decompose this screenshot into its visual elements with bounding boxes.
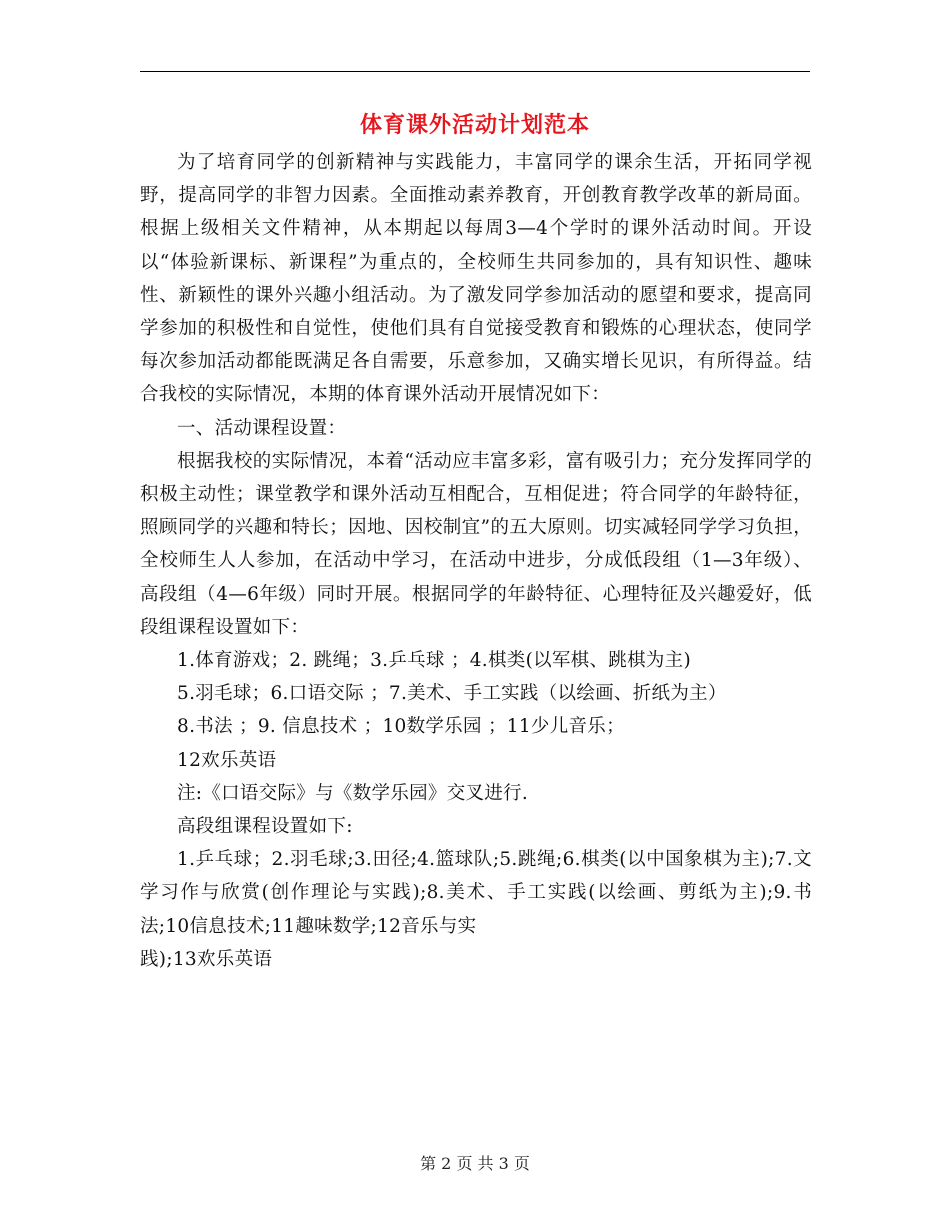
note-line: 注:《口语交际》与《数学乐园》交叉进行. (177, 782, 529, 804)
header-rule (140, 71, 810, 72)
list-item: 5.羽毛球；6.口语交际 ；7.美术、手工实践（以绘画、折纸为主） (177, 683, 727, 705)
page-footer: 第 2 页 共 3 页 (420, 1154, 530, 1173)
intro-paragraph: 为了培育同学的创新精神与实践能力，丰富同学的课余生活，开拓同学视野，提高同学的非智力因素。全面推动素养教育，开创教育教学改革的新局面。根据上级相关文件精神，从本期起以每周3—4个学时的课外活动时间。开设以“体验新课标、新课程”为重点的，全校师生共同参加的，具有知识性、趣味性、新颖性的课外兴趣小组活动。为了激发同学参加活动的愿望和要求，提高同学参加的积极性和自觉性，使他们具有自觉接受教育和锻炼的心理状态，使同学每次参加活动都能既满足各自需要，乐意参加，又确实增长见识，有所得益。结合我校的实际情况，本期的体育课外活动开展情况如下： (140, 152, 812, 406)
document-title: 体育课外活动计划范本 (359, 112, 590, 138)
list-item: 12欢乐英语 (177, 749, 277, 771)
list-item: 1.乒乓球；2.羽毛球;3.田径;4.篮球队;5.跳绳;6.棋类(以中国象棋为主);7.文学习作与欣赏(创作理论与实践);8.美术、手工实践(以绘画、剪纸为主);9.书法;10信息技术;11趣味数学;12音乐与实 (140, 849, 812, 937)
list-item: 8.书法 ；9. 信息技术 ；10数学乐园 ；11少儿音乐； (177, 716, 625, 738)
document-body (140, 146, 812, 976)
list-item: 1.体育游戏；2. 跳绳；3.乒乓球 ；4.棋类(以军棋、跳棋为主) (177, 650, 692, 672)
principles-paragraph: 根据我校的实际情况，本着“活动应丰富多彩，富有吸引力；充分发挥同学的积极主动性；课堂教学和课外活动互相配合，互相促进；符合同学的年龄特征，照顾同学的兴趣和特长；因地、因校制宜”的五大原则。切实减轻同学学习负担，全校师生人人参加，在活动中学习，在活动中进步，分成低段组（1—3年级）、高段组（4—6年级）同时开展。根据同学的年龄特征、心理特征及兴趣爱好，低段组课程设置如下： (140, 450, 812, 638)
subsection-heading: 高段组课程设置如下: (177, 816, 353, 838)
section-heading: 一、活动课程设置： (177, 417, 347, 439)
list-item-continuation: 践);13欢乐英语 (140, 948, 273, 970)
